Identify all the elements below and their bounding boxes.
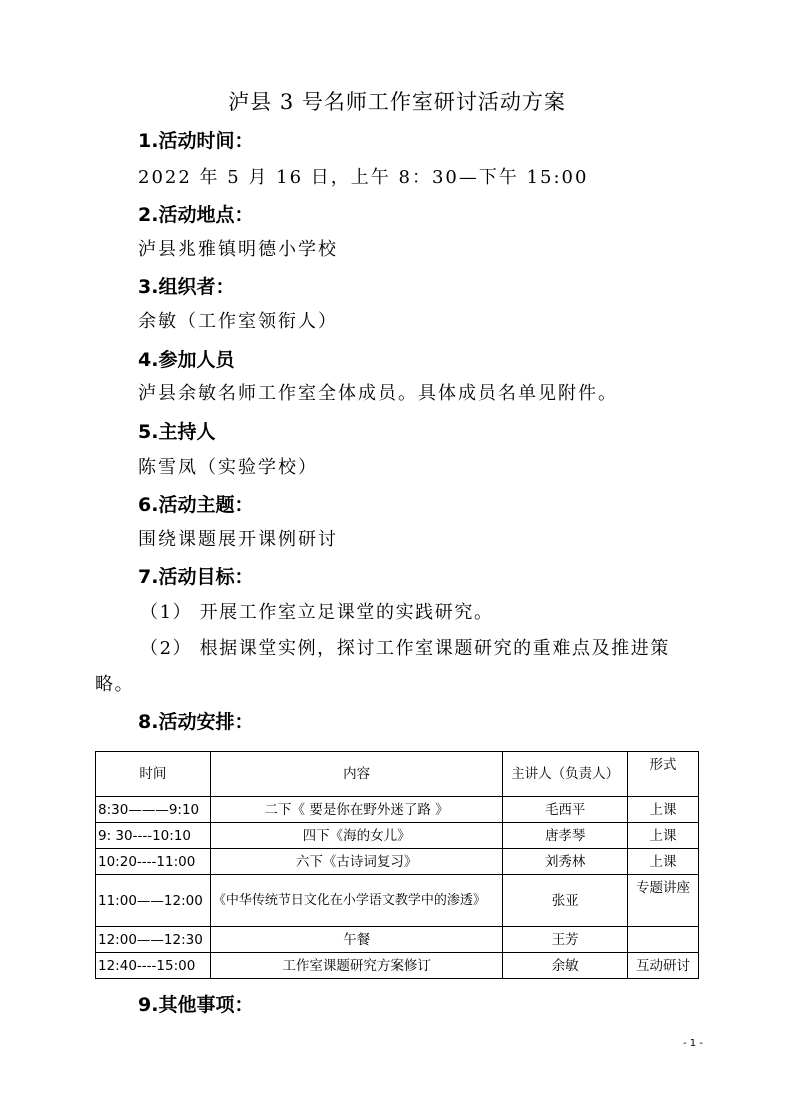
text-time: 2022 年 5 月 16 日，上午 8：30—下午 15:00 [138,167,589,188]
row-speaker: 王芳 [503,927,628,953]
text-participants: 泸县余敏名师工作室全体成员。具体成员名单见附件。 [138,383,618,404]
heading-goals: 7.活动目标： [138,566,254,588]
row-form: 专题讲座 [628,875,699,927]
text-organizer: 余敏（工作室领衔人） [138,311,338,332]
document-title: 泸县 3 号名师工作室研讨活动方案 [228,90,566,114]
schedule-table [95,751,699,979]
header-time: 时间 [96,752,211,797]
header-form: 形式 [628,752,699,797]
header-speaker: 主讲人（负责人） [503,752,628,797]
row-content: 《中华传统节日文化在小学语文教学中的渗透》 [210,875,502,927]
row-time: 8:30———9:10 [96,797,211,823]
row-speaker: 余敏 [503,953,628,979]
table-row [96,875,699,927]
row-time: 12:40----15:00 [96,953,211,979]
row-speaker: 张亚 [503,875,628,927]
header-content: 内容 [210,752,502,797]
row-content: 二下《 要是你在野外迷了路 》 [210,797,502,823]
row-form: 上课 [628,823,699,849]
row-content: 四下《海的女儿》 [210,823,502,849]
heading-place: 2.活动地点： [138,204,254,226]
row-speaker: 毛西平 [503,797,628,823]
row-time: 12:00——12:30 [96,927,211,953]
row-content: 六下《古诗词复习》 [210,849,502,875]
row-content: 午餐 [210,927,502,953]
row-speaker: 唐孝琴 [503,823,628,849]
heading-participants: 4.参加人员 [138,349,235,371]
heading-host: 5.主持人 [138,421,216,443]
heading-other: 9.其他事项： [138,994,254,1016]
table-row [96,927,699,953]
heading-time: 1.活动时间： [138,130,254,152]
heading-theme: 6.活动主题： [138,494,254,516]
text-theme: 围绕课题展开课例研讨 [138,529,338,550]
page-number: - 1 - [683,1038,703,1049]
row-form: 上课 [628,797,699,823]
table-row [96,823,699,849]
row-speaker: 刘秀林 [503,849,628,875]
row-time: 11:00——12:00 [96,875,211,927]
row-form: 互动研讨 [628,953,699,979]
goal-item-2-continued: 略。 [95,674,135,695]
row-form: 上课 [628,849,699,875]
table-row [96,797,699,823]
text-host: 陈雪凤（实验学校） [138,457,318,478]
table-row [96,849,699,875]
row-time: 9: 30----10:10 [96,823,211,849]
row-form [628,927,699,953]
heading-schedule: 8.活动安排： [138,711,254,733]
goal-item-2: （2） 根据课堂实例，探讨工作室课题研究的重难点及推进策 [140,638,670,659]
text-place: 泸县兆雅镇明德小学校 [138,239,338,260]
row-time: 10:20----11:00 [96,849,211,875]
row-content: 工作室课题研究方案修订 [210,953,502,979]
goal-item-1: （1） 开展工作室立足课堂的实践研究。 [140,602,494,623]
table-header-row [96,752,699,797]
table-row [96,953,699,979]
heading-organizer: 3.组织者： [138,276,235,298]
